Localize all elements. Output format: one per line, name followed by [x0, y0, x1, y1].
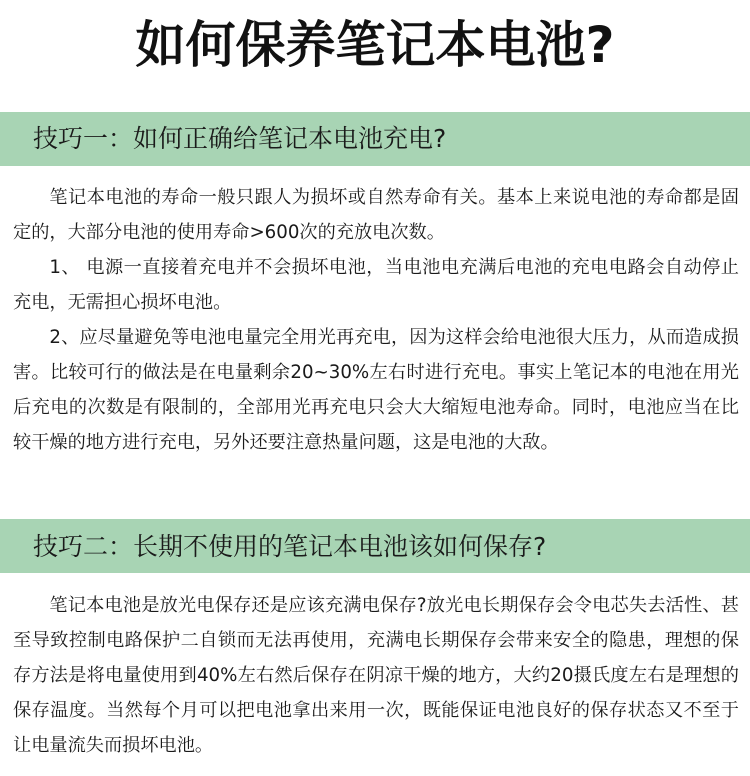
paragraph: 笔记本电池的寿命一般只跟人为损坏或自然寿命有关。基本上来说电池的寿命都是固定的，大部分电池的使用寿命>600次的充放电次数。 [13, 187, 739, 243]
section-heading-tip-2: 技巧二：长期不使用的笔记本电池该如何保存? [0, 519, 750, 573]
page-title: 如何保养笔记本电池? [135, 16, 615, 74]
paragraph: 2、应尽量避免等电池电量完全用光再充电，因为这样会给电池很大压力，从而造成损害。比较可行的做法是在电量剩余20~30%左右时进行充电。事实上笔记本的电池在用光后充电的次数是有限制的，全部用光再充电只会大大缩短电池寿命。同时，电池应当在比较干燥的地方进行充电，另外还要注意热量问题，这是电池的大敌。 [13, 327, 739, 453]
section-body-tip-1 [13, 180, 739, 460]
paragraph: 笔记本电池是放光电保存还是应该充满电保存?放光电长期保存会令电芯失去活性、甚至导致控制电路保护二自锁而无法再使用，充满电长期保存会带来安全的隐患，理想的保存方法是将电量使用到40%左右然后保存在阴凉干燥的地方，大约20摄氏度左右是理想的保存温度。当然每个月可以把电池拿出来用一次，既能保证电池良好的保存状态又不至于让电量流失而损坏电池。 [13, 595, 739, 756]
section-body-tip-2 [13, 588, 739, 763]
section-heading-tip-1: 技巧一：如何正确给笔记本电池充电? [0, 112, 750, 166]
paragraph: 1、 电源一直接着充电并不会损坏电池，当电池电充满后电池的充电电路会自动停止充电，无需担心损坏电池。 [13, 257, 739, 313]
